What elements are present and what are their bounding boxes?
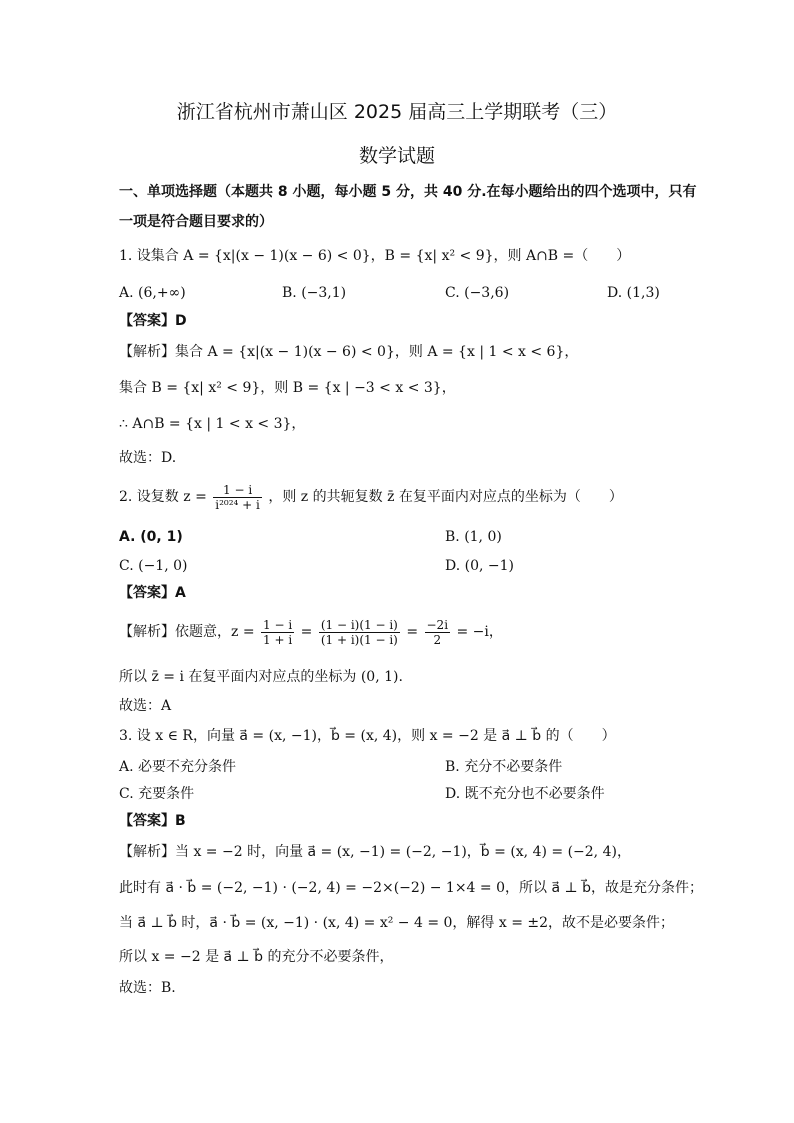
q2-option-c: C. (−1, 0) bbox=[119, 558, 188, 574]
equals-sign: = bbox=[406, 624, 419, 640]
q2-stem bbox=[119, 480, 623, 514]
q1-stem: 1. 设集合 A = {x|(x − 1)(x − 6) < 0}，B = {x| x² < 9}，则 A∩B =（ ） bbox=[119, 248, 631, 264]
q2-analysis-1 bbox=[119, 614, 503, 650]
q2-stem-numerator: 1 − i bbox=[213, 483, 262, 498]
q1-analysis-3: ∴ A∩B = {x | 1 < x < 3}， bbox=[119, 416, 306, 432]
q3-analysis-2: 此时有 a⃗ · b⃗ = (−2, −1) · (−2, 4) = −2×(−2) − 1×4 = 0，所以 a⃗ ⊥ b⃗，故是充分条件； bbox=[119, 880, 703, 896]
q2-f2-denominator: (1 + i)(1 − i) bbox=[320, 632, 398, 647]
q1-option-b: B. (−3,1) bbox=[282, 285, 347, 301]
q2-stem-denominator: i²⁰²⁴ + i bbox=[215, 497, 260, 512]
q3-analysis-1: 【解析】当 x = −2 时，向量 a⃗ = (x, −1) = (−2, −1)，b⃗ = (x, 4) = (−2, 4)， bbox=[119, 844, 631, 860]
q2-f3-denominator: 2 bbox=[433, 632, 442, 647]
q3-option-a: A. 必要不充分条件 bbox=[119, 759, 237, 775]
section-heading-line1: 一、单项选择题（本题共 8 小题，每小题 5 分，共 40 分.在每小题给出的四个选项中，只有 bbox=[119, 184, 697, 200]
q1-analysis-1: 【解析】集合 A = {x|(x − 1)(x − 6) < 0}，则 A = {x | 1 < x < 6}， bbox=[119, 344, 579, 360]
q2-stem-post: ，则 z 的共轭复数 z̄ 在复平面内对应点的坐标为（ ） bbox=[268, 489, 623, 505]
q2-fraction-1 bbox=[261, 618, 294, 647]
q3-conclusion: 故选：B. bbox=[119, 980, 176, 996]
page-title: 浙江省杭州市萧山区 2025 届高三上学期联考（三） bbox=[176, 101, 618, 123]
q3-analysis-3: 当 a⃗ ⊥ b⃗ 时，a⃗ · b⃗ = (x, −1) · (x, 4) = x² − 4 = 0，解得 x = ±2，故不是必要条件； bbox=[119, 915, 675, 931]
page-subtitle: 数学试题 bbox=[358, 145, 435, 167]
q2-fraction-3 bbox=[425, 618, 451, 647]
q2-f2-numerator: (1 − i)(1 − i) bbox=[320, 617, 398, 632]
q3-stem: 3. 设 x ∈ R，向量 a⃗ = (x, −1)，b⃗ = (x, 4)，则 x = −2 是 a⃗ ⊥ b⃗ 的（ ） bbox=[119, 728, 616, 744]
q1-analysis-2: 集合 B = {x| x² < 9}，则 B = {x | −3 < x < 3}， bbox=[119, 380, 456, 396]
q3-analysis-4: 所以 x = −2 是 a⃗ ⊥ b⃗ 的充分不必要条件， bbox=[119, 949, 394, 965]
q2-f1-numerator: 1 − i bbox=[263, 617, 293, 632]
q1-conclusion: 故选：D. bbox=[119, 450, 177, 466]
q3-option-d: D. 既不充分也不必要条件 bbox=[445, 786, 605, 802]
q2-analysis-2: 所以 z̄ = i 在复平面内对应点的坐标为 (0, 1). bbox=[119, 669, 403, 685]
q2-stem-pre: 2. 设复数 z = bbox=[119, 489, 207, 505]
q3-option-b: B. 充分不必要条件 bbox=[445, 759, 563, 775]
q2-option-b: B. (1, 0) bbox=[445, 529, 502, 545]
q2-f3-numerator: −2i bbox=[426, 617, 449, 632]
q2-option-a: A. (0, 1) bbox=[119, 529, 183, 545]
q2-fraction-2 bbox=[319, 618, 400, 647]
q2-stem-fraction bbox=[213, 483, 262, 512]
q2-f1-denominator: 1 + i bbox=[263, 632, 293, 647]
q2-analysis-post: = −i， bbox=[456, 624, 503, 640]
equals-sign: = bbox=[300, 624, 313, 640]
q1-answer: 【答案】D bbox=[119, 313, 187, 329]
q1-option-d: D. (1,3) bbox=[607, 285, 660, 301]
section-heading-line2: 一项是符合题目要求的） bbox=[119, 214, 273, 230]
q2-answer: 【答案】A bbox=[119, 585, 186, 601]
q2-conclusion: 故选：A bbox=[119, 698, 172, 714]
q2-option-d: D. (0, −1) bbox=[445, 558, 514, 574]
q3-option-c: C. 充要条件 bbox=[119, 786, 195, 802]
q3-answer: 【答案】B bbox=[119, 813, 186, 829]
q1-option-a: A. (6,+∞) bbox=[119, 285, 186, 301]
q2-analysis-pre: 【解析】依题意，z = bbox=[119, 624, 255, 640]
q1-option-c: C. (−3,6) bbox=[445, 285, 510, 301]
